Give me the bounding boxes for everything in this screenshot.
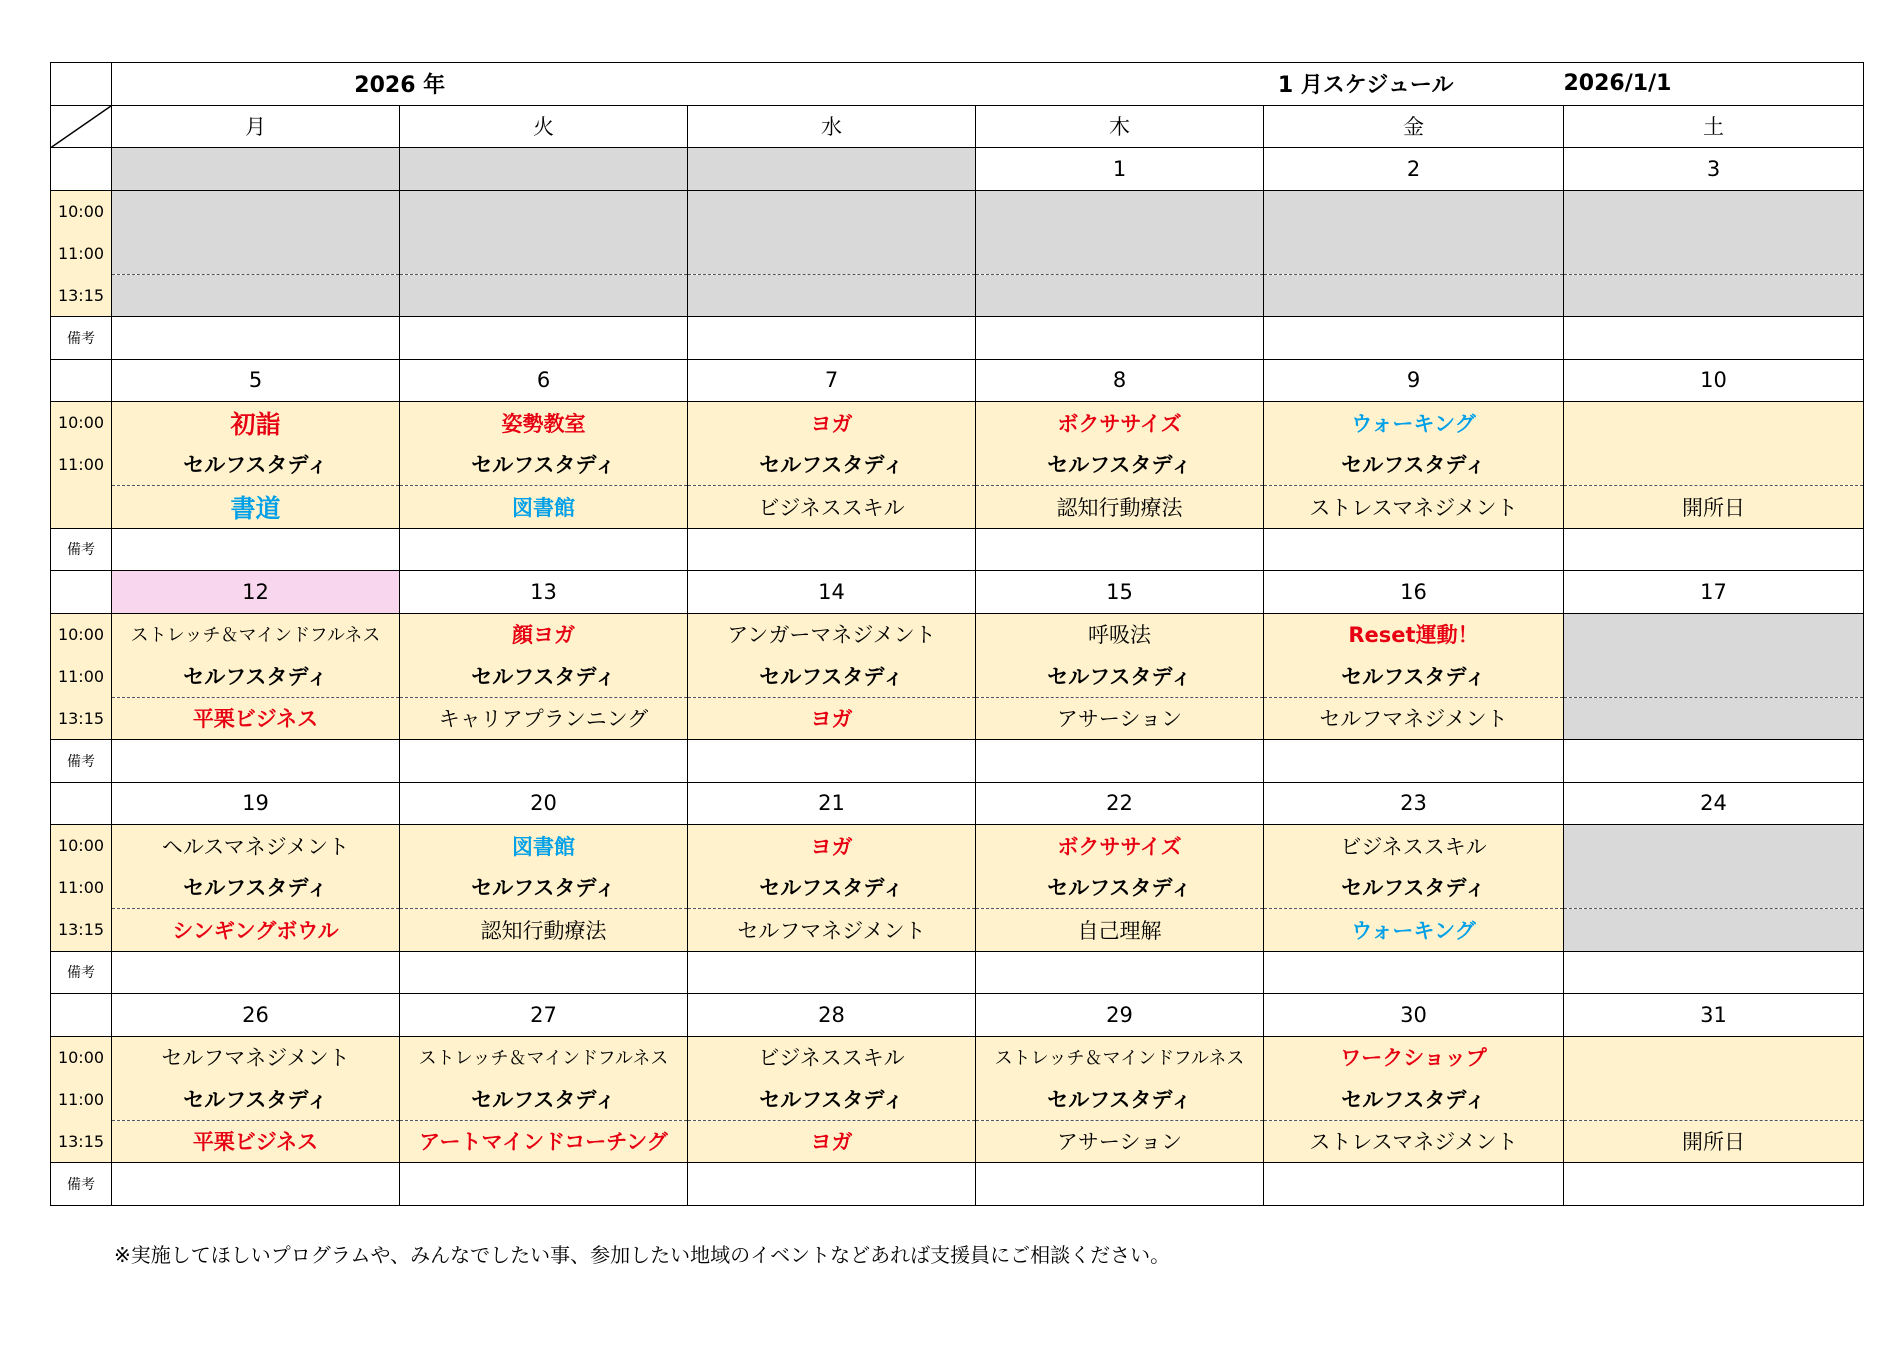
slot-cell [688,402,976,444]
week-date-row [51,148,1864,191]
note-row [51,528,1864,571]
time-slot-row [51,1120,1864,1163]
date-label-blank [51,994,112,1037]
slot-cell [976,232,1264,274]
date-cell: 26 [112,994,400,1037]
slot-cell [976,613,1264,655]
program-name: セルフスタディ [183,876,328,901]
slot-cell [688,486,976,529]
program-name: ウォーキング [1351,918,1476,943]
note-cell [1564,528,1864,571]
slot-cell [400,1036,688,1078]
program-name: セルフスタディ [1047,453,1192,478]
program-name: セルフスタディ [759,453,904,478]
slot-cell [688,867,976,909]
program-name: セルフスタディ [1341,664,1486,689]
date-cell: 27 [400,994,688,1037]
slot-cell [400,825,688,867]
slot-cell [688,825,976,867]
program-name: ヨガ [810,834,853,859]
program-name: ヨガ [810,707,853,732]
program-name: シンギングボウル [172,918,339,943]
slot-cell [1264,232,1564,274]
slot-cell [400,655,688,697]
weekday-thu: 木 [976,105,1264,148]
date-cell: 19 [112,782,400,825]
slot-cell [1564,190,1864,232]
date-cell: 15 [976,571,1264,614]
note-cell [976,528,1264,571]
date-cell [112,148,400,191]
note-cell [688,317,976,360]
slot-cell [1264,1078,1564,1120]
slot-cell [976,274,1264,317]
program-name: ビジネススキル [758,1046,905,1071]
date-cell: 9 [1264,359,1564,402]
program-name: セルフスタディ [183,664,328,689]
program-name: ヨガ [810,1130,853,1155]
program-name: セルフスタディ [1341,876,1486,901]
schedule-table [50,62,1864,1206]
program-name: ストレスマネジメント [1309,1130,1518,1155]
date-cell: 24 [1564,782,1864,825]
date-cell: 21 [688,782,976,825]
slot-cell [112,655,400,697]
slot-cell [112,1036,400,1078]
date-label-blank [51,359,112,402]
program-name: セルフスタディ [183,453,328,478]
program-name: ヘルスマネジメント [161,834,350,859]
footnote: ※実施してほしいプログラムや、みんなでしたい事、参加したい地域のイベントなどあれば支援員にご相談ください。 [114,1243,1171,1267]
slot-cell [1264,274,1564,317]
date-cell: 10 [1564,359,1864,402]
slot-cell [1564,697,1864,740]
slot-cell [112,867,400,909]
note-cell [112,740,400,783]
time-label: 10:00 [51,613,112,655]
time-label: 11:00 [51,655,112,697]
time-slot-row [51,613,1864,655]
slot-cell [1264,909,1564,952]
time-slot-row [51,190,1864,232]
date-cell: 22 [976,782,1264,825]
note-cell [112,1163,400,1206]
diagonal-corner-cell [51,105,112,148]
slot-cell [688,909,976,952]
program-name: アサーション [1056,1130,1183,1155]
note-cell [688,951,976,994]
slot-cell [976,655,1264,697]
program-name: ストレッチ＆マインドフルネス [994,1048,1245,1070]
slot-cell [1564,1036,1864,1078]
slot-cell [1264,444,1564,486]
note-cell [400,317,688,360]
slot-cell [1264,1120,1564,1163]
week-date-row [51,994,1864,1037]
date-cell: 12 [112,571,400,614]
slot-cell [112,697,400,740]
program-name: 開所日 [1682,495,1745,520]
date-cell [688,148,976,191]
date-cell: 3 [1564,148,1864,191]
slot-cell [1264,1036,1564,1078]
slot-cell [400,1120,688,1163]
slot-cell [1564,1120,1864,1163]
slot-cell [112,486,400,529]
note-cell [400,740,688,783]
time-label: 11:00 [51,232,112,274]
note-cell [976,317,1264,360]
program-name: 顔ヨガ [512,623,575,648]
weekday-row [51,105,1864,148]
slot-cell [400,613,688,655]
slot-cell [976,825,1264,867]
program-name: セルフスタディ [471,876,616,901]
date-cell: 1 [976,148,1264,191]
date-cell: 29 [976,994,1264,1037]
program-name: ストレッチ＆マインドフルネス [418,1048,669,1070]
note-cell [400,951,688,994]
note-label: 備考 [51,951,112,994]
program-name: ビジネススキル [758,495,905,520]
program-name: セルフスタディ [1341,1087,1486,1112]
date-cell: 14 [688,571,976,614]
slot-cell [976,486,1264,529]
note-cell [400,1163,688,1206]
note-label: 備考 [51,740,112,783]
slot-cell [1564,402,1864,444]
slot-cell [1564,825,1864,867]
program-name: セルフスタディ [1047,1087,1192,1112]
note-row [51,1163,1864,1206]
slot-cell [1264,825,1564,867]
time-slot-row [51,655,1864,697]
slot-cell [400,909,688,952]
slot-cell [688,697,976,740]
note-cell [976,951,1264,994]
weekday-sat: 土 [1564,105,1864,148]
slot-cell [112,1120,400,1163]
slot-cell [688,1120,976,1163]
date-cell: 31 [1564,994,1864,1037]
slot-cell [1264,655,1564,697]
schedule-title: 1 月スケジュール [688,63,1564,106]
program-name: 平栗ビジネス [192,707,319,732]
time-label: 10:00 [51,825,112,867]
slot-cell [1564,486,1864,529]
time-slot-row [51,232,1864,274]
time-slot-row [51,867,1864,909]
program-name: 平栗ビジネス [192,1130,319,1155]
weekday-fri: 金 [1264,105,1564,148]
program-name: 認知行動療法 [480,918,607,943]
program-name: ヨガ [810,411,853,436]
slot-cell [112,232,400,274]
note-cell [688,528,976,571]
slot-cell [400,190,688,232]
program-name: ボクササイズ [1057,411,1182,436]
slot-cell [112,1078,400,1120]
program-name: セルフスタディ [183,1087,328,1112]
time-label: 10:00 [51,1036,112,1078]
time-slot-row [51,486,1864,529]
program-name: セルフスタディ [759,1087,904,1112]
note-cell [112,951,400,994]
date-cell: 13 [400,571,688,614]
note-cell [1564,740,1864,783]
note-cell [688,1163,976,1206]
slot-cell [976,697,1264,740]
program-name: アサーション [1056,707,1183,732]
note-cell [976,1163,1264,1206]
slot-cell [112,274,400,317]
slot-cell [976,867,1264,909]
time-label: 10:00 [51,402,112,444]
program-name: 初詣 [230,409,281,439]
note-cell [1264,740,1564,783]
note-label: 備考 [51,317,112,360]
slot-cell [688,274,976,317]
slot-cell [688,1036,976,1078]
program-name: セルフスタディ [1341,453,1486,478]
note-cell [112,528,400,571]
slot-cell [400,232,688,274]
slot-cell [1264,697,1564,740]
slot-cell [1564,1078,1864,1120]
slot-cell [976,444,1264,486]
note-cell [976,740,1264,783]
note-row [51,740,1864,783]
note-cell [1264,1163,1564,1206]
week-date-row [51,782,1864,825]
note-cell [1564,1163,1864,1206]
program-name: 図書館 [512,495,575,520]
slot-cell [1564,444,1864,486]
program-name: セルフスタディ [1047,664,1192,689]
note-cell [1564,317,1864,360]
time-slot-row [51,697,1864,740]
time-label: 13:15 [51,909,112,952]
date-cell: 8 [976,359,1264,402]
program-name: セルフマネジメント [737,918,926,943]
note-cell [1264,317,1564,360]
note-row [51,317,1864,360]
slot-cell [1264,486,1564,529]
week-date-row [51,359,1864,402]
slot-cell [400,1078,688,1120]
time-slot-row [51,825,1864,867]
slot-cell [112,444,400,486]
note-label: 備考 [51,528,112,571]
slot-cell [976,1036,1264,1078]
slot-cell [400,444,688,486]
program-name: セルフスタディ [759,876,904,901]
program-name: アンガーマネジメント [727,623,936,648]
program-name: セルフスタディ [759,664,904,689]
time-label: 13:15 [51,274,112,317]
program-name: セルフスタディ [1047,876,1192,901]
date-cell: 23 [1264,782,1564,825]
slot-cell [1564,274,1864,317]
slot-cell [1564,655,1864,697]
program-name: ワークショップ [1340,1046,1487,1071]
slot-cell [112,613,400,655]
date-cell: 28 [688,994,976,1037]
issue-date: 2026/1/1 [1564,63,1864,106]
program-name: Reset運動！ [1348,623,1479,648]
program-name: ボクササイズ [1057,834,1182,859]
date-cell: 17 [1564,571,1864,614]
program-name: セルフマネジメント [161,1046,350,1071]
date-label-blank [51,782,112,825]
program-name: セルフマネジメント [1319,707,1508,732]
program-name: 認知行動療法 [1056,495,1183,520]
slot-cell [1264,190,1564,232]
date-cell: 7 [688,359,976,402]
slot-cell [1564,613,1864,655]
slot-cell [688,655,976,697]
date-label-blank [51,571,112,614]
note-cell [112,317,400,360]
slot-cell [976,1120,1264,1163]
note-cell [1264,528,1564,571]
slot-cell [688,1078,976,1120]
time-slot-row [51,402,1864,444]
time-label [51,486,112,529]
time-slot-row [51,274,1864,317]
slot-cell [400,402,688,444]
time-label: 11:00 [51,867,112,909]
program-name: 姿勢教室 [501,411,586,436]
slot-cell [1264,613,1564,655]
slot-cell [400,697,688,740]
program-name: ストレッチ＆マインドフルネス [130,625,381,647]
time-slot-row [51,1078,1864,1120]
note-row [51,951,1864,994]
weekday-tue: 火 [400,105,688,148]
slot-cell [688,232,976,274]
slot-cell [1564,909,1864,952]
slot-cell [112,190,400,232]
slot-cell [112,909,400,952]
slot-cell [976,1078,1264,1120]
slot-cell [400,274,688,317]
time-slot-row [51,444,1864,486]
slot-cell [688,444,976,486]
slot-cell [976,402,1264,444]
week-date-row [51,571,1864,614]
program-name: ビジネススキル [1340,834,1487,859]
date-cell: 20 [400,782,688,825]
program-name: 自己理解 [1077,918,1162,943]
date-cell: 16 [1264,571,1564,614]
year-label: 2026 年 [112,63,688,106]
note-cell [1264,951,1564,994]
program-name: ウォーキング [1351,411,1476,436]
time-slot-row [51,1036,1864,1078]
program-name: ストレスマネジメント [1309,495,1518,520]
slot-cell [1564,867,1864,909]
slot-cell [400,867,688,909]
slot-cell [1264,402,1564,444]
slot-cell [400,486,688,529]
time-label: 11:00 [51,444,112,486]
slot-cell [112,825,400,867]
date-cell: 5 [112,359,400,402]
note-cell [688,740,976,783]
program-name: 開所日 [1682,1130,1745,1155]
time-label: 11:00 [51,1078,112,1120]
title-row [51,63,1864,106]
date-cell: 30 [1264,994,1564,1037]
date-cell: 6 [400,359,688,402]
slot-cell [688,190,976,232]
program-name: 呼吸法 [1088,623,1151,648]
program-name: 書道 [230,493,281,523]
slot-cell [1264,867,1564,909]
program-name: セルフスタディ [471,453,616,478]
weekday-wed: 水 [688,105,976,148]
program-name: キャリアプランニング [438,707,649,732]
time-label: 13:15 [51,1120,112,1163]
diagonal-line-icon [51,106,111,148]
weekday-mon: 月 [112,105,400,148]
note-cell [400,528,688,571]
note-label: 備考 [51,1163,112,1206]
program-name: セルフスタディ [471,664,616,689]
program-name: 図書館 [512,834,575,859]
date-cell: 2 [1264,148,1564,191]
slot-cell [688,613,976,655]
time-label: 10:00 [51,190,112,232]
program-name: アートマインドコーチング [419,1130,668,1155]
slot-cell [976,190,1264,232]
note-cell [1564,951,1864,994]
program-name: セルフスタディ [471,1087,616,1112]
slot-cell [976,909,1264,952]
date-label-blank [51,148,112,191]
corner-blank-cell [51,63,112,106]
slot-cell [1564,232,1864,274]
time-label: 13:15 [51,697,112,740]
time-slot-row [51,909,1864,952]
date-cell [400,148,688,191]
slot-cell [112,402,400,444]
